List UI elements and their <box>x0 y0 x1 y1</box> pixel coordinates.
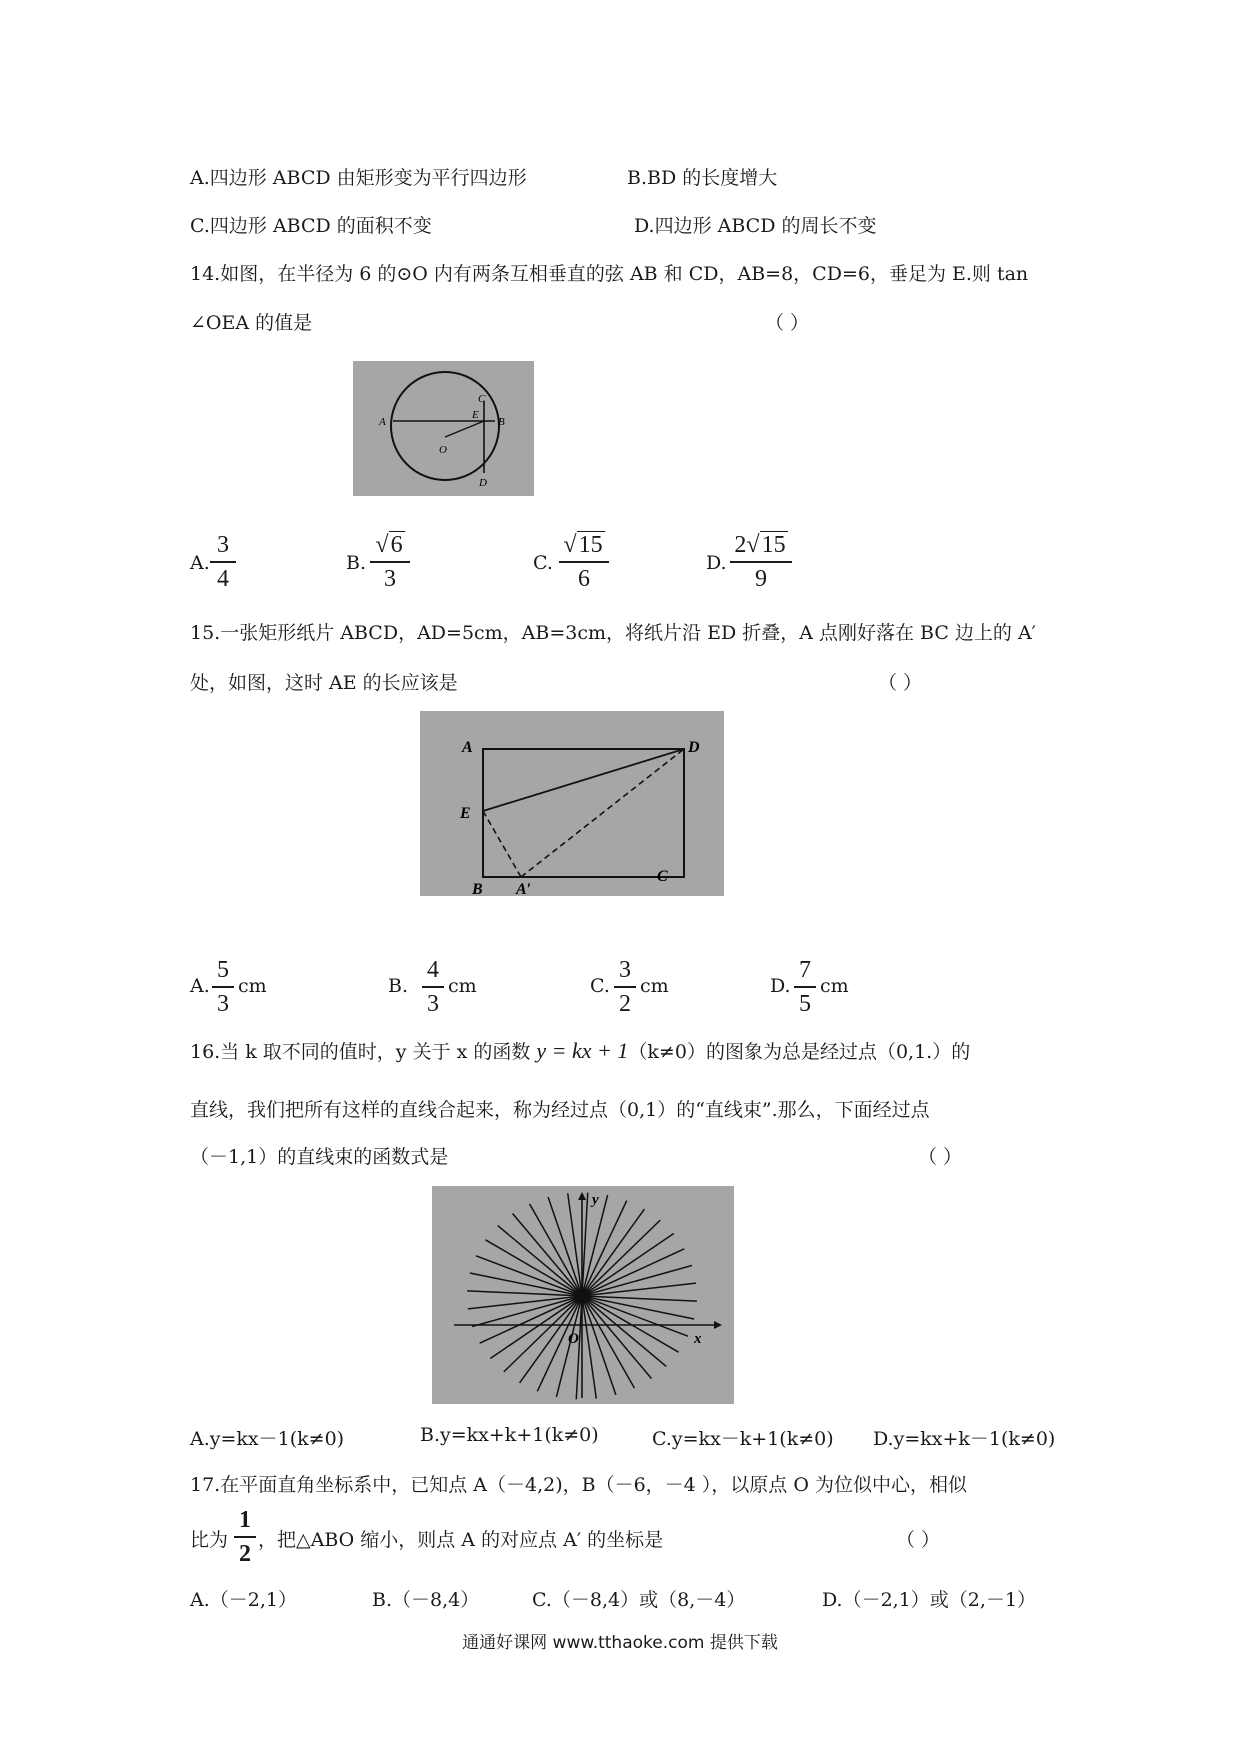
q15-rectangle-abcd <box>483 749 684 877</box>
q15-option-b-denominator: 3 <box>427 990 439 1017</box>
q14-option-c-radicand: 15 <box>578 532 603 558</box>
q16-stem-line1 <box>190 1038 970 1065</box>
q15-label-c: C <box>657 868 668 885</box>
q14-option-d-fraction: 2√15 9 <box>730 530 792 594</box>
q16-bundle-center <box>578 1292 586 1300</box>
q16-stem-line2: 直线，我们把所有这样的直线合起来，称为经过点（0,1）的“直线束”.那么，下面经过点 <box>190 1099 930 1121</box>
q15-option-c-fraction <box>614 955 636 1019</box>
q14-option-c-label: C. <box>533 552 553 574</box>
q13-option-d: D.四边形 ABCD 的周长不变 <box>634 215 877 237</box>
q15-option-b-numerator: 4 <box>427 957 439 983</box>
q15-option-d-unit: cm <box>820 975 849 997</box>
q15-option-b-unit: cm <box>448 975 477 997</box>
q14-stem-line1: 14.如图，在半径为 6 的⊙O 内有两条互相垂直的弦 AB 和 CD，AB=8，CD=6，垂足为 E.则 tan <box>190 263 1029 285</box>
q14-option-d-denominator: 9 <box>755 565 767 592</box>
q14-option-a-fraction <box>210 530 236 594</box>
q14-option-a-denominator: 4 <box>217 565 229 592</box>
q14-segment-oe <box>445 421 484 437</box>
fraction-bar <box>212 986 234 988</box>
q17-stem-line1: 17.在平面直角坐标系中，已知点 A（－4,2)，B（－6，－4 ），以原点 O 为位似中心，相似 <box>190 1474 967 1496</box>
q15-option-d-numerator: 7 <box>799 957 811 983</box>
fraction-bar <box>370 561 410 563</box>
fraction-bar <box>559 561 609 563</box>
q15-option-c-denominator: 2 <box>619 990 631 1017</box>
q17-option-a: A.（－2,1） <box>190 1589 297 1611</box>
page-footer: 通通好课网 www.tthaoke.com 提供下载 <box>462 1633 778 1653</box>
q14-option-c-fraction: √15 6 <box>559 530 609 594</box>
q16-stem-line1-pre: 16.当 k 取不同的值时，y 关于 x 的函数 <box>190 1041 537 1063</box>
q15-option-b-label: B. <box>388 975 409 997</box>
q15-option-c-numerator: 3 <box>619 957 631 983</box>
q15-option-c-label: C. <box>590 975 610 997</box>
q15-option-a-fraction <box>212 955 234 1019</box>
q13-option-c: C.四边形 ABCD 的面积不变 <box>190 215 432 237</box>
q16-option-b: B.y=kx+k+1(k≠0) <box>420 1424 599 1446</box>
q17-ratio-numerator: 1 <box>239 1507 251 1533</box>
q14-stem-line2: ∠OEA 的值是 <box>190 312 313 334</box>
q16-answer-paren: （ ） <box>918 1146 963 1168</box>
q15-option-b-fraction <box>422 955 444 1019</box>
fraction-bar <box>794 986 816 988</box>
q15-dashed-ea-prime <box>483 811 521 877</box>
q17-ratio-denominator: 2 <box>239 1540 251 1567</box>
q14-option-b-fraction: √6 3 <box>370 530 410 594</box>
q13-option-a: A.四边形 ABCD 由矩形变为平行四边形 <box>190 167 527 189</box>
q14-option-b-denominator: 3 <box>384 565 396 592</box>
q15-option-d-fraction <box>794 955 816 1019</box>
q16-y-axis-arrow <box>578 1192 586 1200</box>
q15-stem-line1: 15.一张矩形纸片 ABCD，AD=5cm，AB=3cm，将纸片沿 ED 折叠，A 点刚好落在 BC 边上的 A′ <box>190 622 1036 644</box>
q15-label-e: E <box>460 805 471 822</box>
fraction-bar <box>614 986 636 988</box>
q15-fold-line-ed <box>483 749 684 811</box>
q15-option-a-denominator: 3 <box>217 990 229 1017</box>
q15-answer-paren: （ ） <box>878 672 923 694</box>
q16-x-axis-arrow <box>714 1321 722 1329</box>
q15-dashed-a-prime-d <box>521 749 684 877</box>
q14-label-c: C <box>478 393 486 405</box>
q17-option-d: D.（－2,1）或（2,－1） <box>822 1589 1037 1611</box>
q14-option-b-radicand: 6 <box>390 532 403 558</box>
q16-stem-line1-post: （k≠0）的图象为总是经过点（0,1.）的 <box>628 1041 971 1063</box>
fraction-bar <box>210 561 236 563</box>
q14-label-b: B <box>498 416 505 428</box>
q16-label-y: y <box>592 1192 599 1208</box>
q14-answer-paren: （ ） <box>765 312 810 334</box>
q17-stem-line2-pre: 比为 <box>190 1529 229 1551</box>
q14-option-d-coef: 2 <box>734 532 747 558</box>
q15-rectangle-figure <box>420 711 724 896</box>
q15-option-a-numerator: 5 <box>217 957 229 983</box>
q13-option-b: B.BD 的长度增大 <box>627 167 778 189</box>
q14-circle-figure <box>353 361 534 496</box>
q14-label-e: E <box>472 409 479 421</box>
q15-label-a: A <box>462 739 473 756</box>
q14-option-a-label: A. <box>190 552 210 574</box>
q14-circle <box>391 372 499 480</box>
q16-label-o: O <box>568 1331 579 1347</box>
q17-ratio-fraction <box>234 1505 256 1569</box>
q17-stem-line2-post: ，把△ABO 缩小，则点 A 的对应点 A′ 的坐标是 <box>258 1529 664 1551</box>
q14-label-a: A <box>379 416 386 428</box>
q16-option-c: C.y=kx－k+1(k≠0) <box>652 1428 834 1450</box>
q16-label-x: x <box>694 1331 702 1347</box>
fraction-bar <box>234 1536 256 1538</box>
q14-option-d-label: D. <box>706 552 727 574</box>
fraction-bar <box>730 561 792 563</box>
q14-label-d: D <box>479 477 487 489</box>
q14-option-a-numerator: 3 <box>217 532 229 558</box>
q16-line-bundle-figure <box>432 1186 734 1404</box>
q14-option-d-radicand: 15 <box>761 532 786 558</box>
q15-label-d: D <box>688 739 700 756</box>
q15-option-c-unit: cm <box>640 975 669 997</box>
q14-label-o: O <box>439 444 447 456</box>
q14-option-c-denominator: 6 <box>578 565 590 592</box>
q15-option-d-label: D. <box>770 975 791 997</box>
q14-option-b-label: B. <box>346 552 367 574</box>
q15-option-d-denominator: 5 <box>799 990 811 1017</box>
q16-stem-line3: （－1,1）的直线束的函数式是 <box>190 1146 449 1168</box>
q15-option-a-label: A. <box>190 975 210 997</box>
q15-label-a-prime: A′ <box>516 881 532 896</box>
q17-option-c: C.（－8,4）或（8,－4） <box>532 1589 746 1611</box>
q17-option-b: B.（－8,4） <box>372 1589 480 1611</box>
q16-option-d: D.y=kx+k－1(k≠0) <box>873 1428 1056 1450</box>
q15-stem-line2: 处，如图，这时 AE 的长应该是 <box>190 672 458 694</box>
fraction-bar <box>422 986 444 988</box>
q17-answer-paren: （ ） <box>896 1529 941 1551</box>
q16-formula: y = kx + 1 <box>536 1038 629 1063</box>
q15-label-b: B <box>472 881 483 896</box>
q16-option-a: A.y=kx－1(k≠0) <box>190 1428 345 1450</box>
q15-option-a-unit: cm <box>238 975 267 997</box>
